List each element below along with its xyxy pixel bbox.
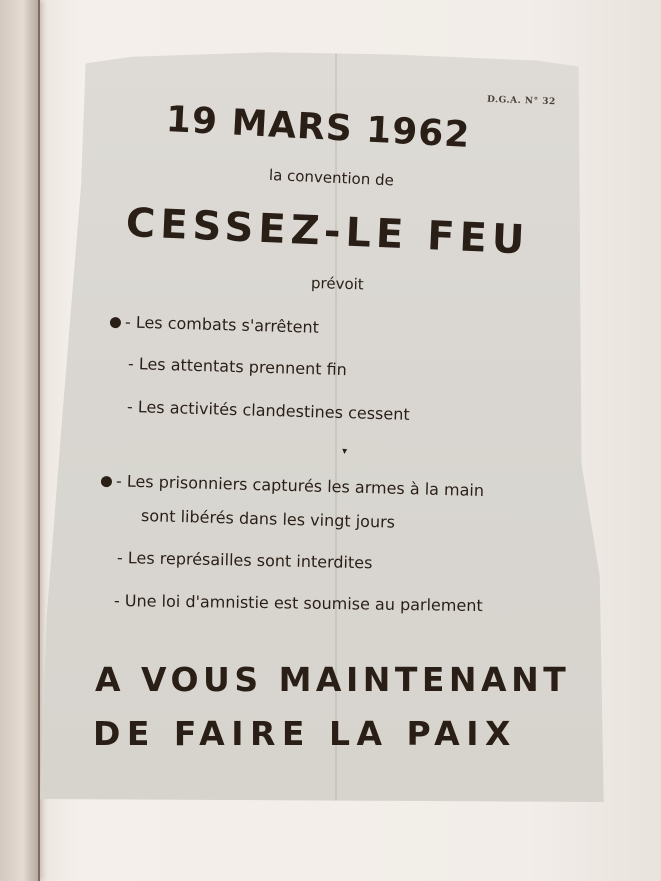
separator-mark: ▾: [341, 445, 348, 458]
ceasefire-headline: CESSEZ-LE FEU: [124, 200, 531, 264]
book-page-fold: [0, 0, 40, 881]
provision-attentats: - Les attentats prennent fin: [127, 354, 348, 380]
provision-prisoners-continued: sont libérés dans les vingt jours: [140, 506, 396, 532]
provision-clandestine: - Les activités clandestines cessent: [126, 397, 410, 424]
poster-date-heading: 19 MARS 1962: [164, 99, 472, 156]
provision-reprisals: - Les représailles sont interdites: [116, 548, 373, 573]
provision-text: - Les combats s'arrêtent: [124, 312, 320, 337]
intro-word: prévoit: [310, 274, 364, 294]
closing-line-2: DE FAIRE LA PAIX: [93, 714, 517, 753]
convention-line: la convention de: [268, 166, 395, 190]
bullet-dot-icon: [101, 476, 112, 487]
provision-text: - Les prisonniers capturés les armes à la main: [115, 471, 485, 501]
provision-amnesty: - Une loi d'amnistie est soumise au parlement: [113, 591, 483, 616]
closing-line-1: A VOUS MAINTENANT: [95, 660, 571, 699]
bullet-dot-icon: [110, 317, 121, 328]
poster-reference-number: D.G.A. N° 32: [486, 94, 556, 108]
